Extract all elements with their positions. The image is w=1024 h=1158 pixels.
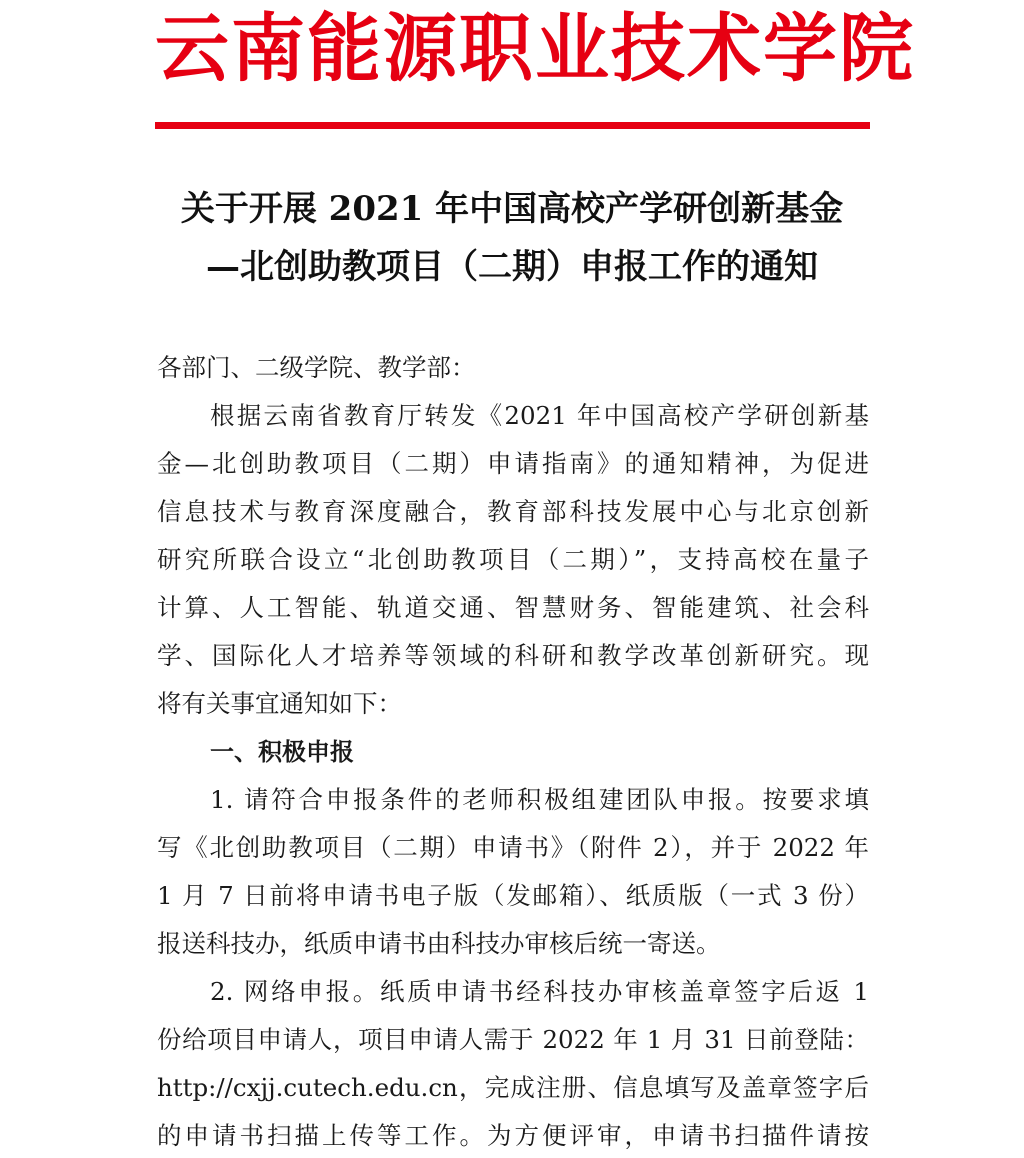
item-2-line: 2. 网络申报。纸质申请书经科技办审核盖章签字后返 1 bbox=[210, 977, 869, 1006]
salutation: 各部门、二级学院、教学部： bbox=[157, 353, 476, 382]
item-1-line: 报送科技办，纸质申请书由科技办审核后统一寄送。 bbox=[157, 929, 721, 958]
item-2-line: 份给项目申请人，项目申请人需于 2022 年 1 月 31 日前登陆： bbox=[157, 1025, 869, 1054]
paragraph-line: 学、国际化人才培养等领域的科研和教学改革创新研究。现 bbox=[157, 641, 869, 670]
paragraph-line: 将有关事宜通知如下： bbox=[157, 689, 402, 718]
paragraph-line: 金—北创助教项目（二期）申请指南》的通知精神，为促进 bbox=[157, 449, 869, 478]
item-2-line: 的申请书扫描上传等工作。为方便评审，申请书扫描件请按 bbox=[157, 1121, 869, 1150]
item-1-line: 写《北创助教项目（二期）申请书》（附件 2），并于 2022 年 bbox=[157, 833, 869, 862]
masthead-red-rule bbox=[155, 122, 870, 129]
item-1-line: 1 月 7 日前将申请书电子版（发邮箱）、纸质版（一式 3 份） bbox=[157, 881, 869, 910]
paragraph-line: 根据云南省教育厅转发《2021 年中国高校产学研创新基 bbox=[210, 401, 869, 430]
notice-title-line-1: 关于开展 2021 年中国高校产学研创新基金 bbox=[180, 189, 844, 229]
paragraph-line: 研究所联合设立“北创助教项目（二期）”，支持高校在量子 bbox=[157, 545, 869, 574]
section-heading: 一、积极申报 bbox=[210, 738, 354, 766]
item-1-line: 1. 请符合申报条件的老师积极组建团队申报。按要求填 bbox=[210, 785, 869, 814]
paragraph-line: 计算、人工智能、轨道交通、智慧财务、智能建筑、社会科 bbox=[157, 593, 869, 622]
paragraph-line: 信息技术与教育深度融合，教育部科技发展中心与北京创新 bbox=[157, 497, 869, 526]
notice-title-line-2: —北创助教项目（二期）申报工作的通知 bbox=[206, 247, 818, 287]
item-2-url-line: http://cxjj.cutech.edu.cn，完成注册、信息填写及盖章签字后 bbox=[157, 1073, 869, 1102]
institution-masthead: 云南能源职业技术学院 bbox=[155, 6, 915, 92]
